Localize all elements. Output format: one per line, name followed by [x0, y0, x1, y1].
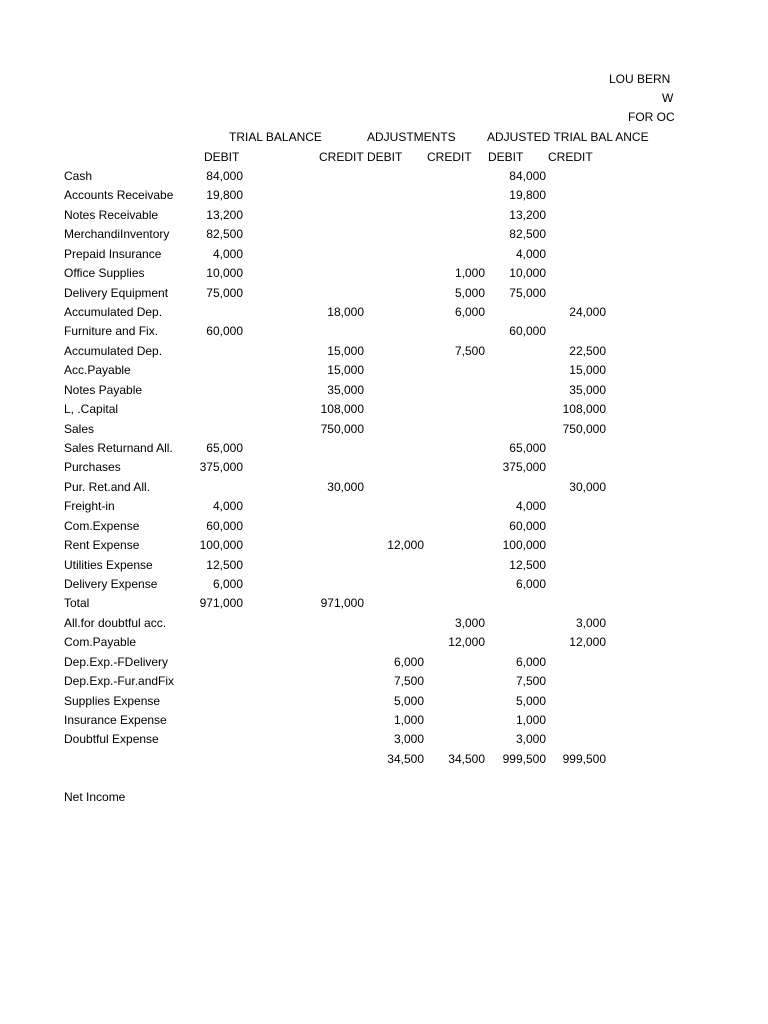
cell-tb-debit: 60,000: [206, 519, 243, 533]
cell-atb-debit: 4,000: [515, 499, 546, 513]
cell-adj-credit: 6,000: [454, 305, 485, 319]
account-name: Delivery Expense: [64, 577, 158, 591]
cell-atb-debit: 10,000: [509, 266, 546, 280]
account-name: Accumulated Dep.: [64, 344, 163, 358]
cell-adj-credit: 34,500: [448, 752, 485, 766]
account-name: Utilities Expense: [64, 558, 153, 572]
cell-tb-debit: 82,500: [206, 227, 243, 241]
account-name: Dep.Exp.-Fur.andFix: [64, 674, 175, 688]
cell-atb-debit: 84,000: [509, 169, 546, 183]
account-name: Pur. Ret.and All.: [64, 480, 151, 494]
account-name: Supplies Expense: [64, 694, 161, 708]
cell-atb-credit: 12,000: [569, 635, 606, 649]
account-name: Delivery Equipment: [64, 286, 169, 300]
cell-adj-credit: 12,000: [448, 635, 485, 649]
cell-tb-debit: 65,000: [206, 441, 243, 455]
account-name: Prepaid Insurance: [64, 247, 162, 261]
cell-tb-debit: 375,000: [199, 460, 243, 474]
sub-label-atb-credit: CREDIT: [548, 150, 593, 164]
cell-atb-credit: 30,000: [569, 480, 606, 494]
account-name: Freight-in: [64, 499, 115, 513]
group-label-trial-balance: TRIAL BALANCE: [229, 130, 322, 144]
account-name: MerchandiInventory: [64, 227, 170, 241]
cell-atb-credit: 750,000: [562, 422, 606, 436]
account-name: Dep.Exp.-FDelivery: [64, 655, 169, 669]
account-name: Sales: [64, 422, 95, 436]
account-name: Notes Payable: [64, 383, 143, 397]
account-name: Rent Expense: [64, 538, 140, 552]
cell-atb-debit: 75,000: [509, 286, 546, 300]
cell-tb-debit: 971,000: [199, 596, 243, 610]
cell-atb-debit: 13,200: [509, 208, 546, 222]
cell-atb-credit: 24,000: [569, 305, 606, 319]
account-name: Purchases: [64, 460, 121, 474]
company-name: LOU BERN: [609, 72, 671, 86]
cell-tb-debit: 75,000: [206, 286, 243, 300]
cell-atb-debit: 999,500: [502, 752, 546, 766]
cell-adj-credit: 3,000: [454, 616, 485, 630]
cell-atb-debit: 3,000: [515, 732, 546, 746]
cell-atb-debit: 12,500: [509, 558, 546, 572]
account-name: Accumulated Dep.: [64, 305, 163, 319]
cell-atb-credit: 999,500: [562, 752, 606, 766]
cell-adj-debit: 7,500: [393, 674, 424, 688]
account-name: Cash: [64, 169, 93, 183]
group-label-adjusted-trial-balance: ADJUSTED TRIAL BAL ANCE: [487, 130, 649, 144]
account-name: All.for doubtful acc.: [64, 616, 167, 630]
account-name: L, .Capital: [64, 402, 119, 416]
cell-tb-debit: 4,000: [212, 499, 243, 513]
cell-tb-debit: 12,500: [206, 558, 243, 572]
cell-tb-debit: 6,000: [212, 577, 243, 591]
cell-atb-debit: 19,800: [509, 188, 546, 202]
sub-label-tb-debit: DEBIT: [204, 150, 240, 164]
account-name: Office Supplies: [64, 266, 145, 280]
cell-atb-debit: 5,000: [515, 694, 546, 708]
sub-label-adj-debit: DEBIT: [367, 150, 403, 164]
account-name: Accounts Receivabe: [64, 188, 174, 202]
cell-atb-credit: 3,000: [575, 616, 606, 630]
group-label-adjustments: ADJUSTMENTS: [367, 130, 456, 144]
cell-adj-credit: 5,000: [454, 286, 485, 300]
cell-atb-credit: 108,000: [562, 402, 606, 416]
cell-atb-credit: 22,500: [569, 344, 606, 358]
cell-adj-debit: 12,000: [387, 538, 424, 552]
cell-adj-credit: 7,500: [454, 344, 485, 358]
cell-tb-credit: 18,000: [327, 305, 364, 319]
cell-tb-debit: 19,800: [206, 188, 243, 202]
cell-tb-debit: 60,000: [206, 324, 243, 338]
cell-tb-debit: 4,000: [212, 247, 243, 261]
cell-adj-debit: 6,000: [393, 655, 424, 669]
cell-tb-debit: 84,000: [206, 169, 243, 183]
cell-atb-credit: 15,000: [569, 363, 606, 377]
cell-tb-credit: 15,000: [327, 344, 364, 358]
cell-tb-debit: 100,000: [199, 538, 243, 552]
cell-atb-debit: 7,500: [515, 674, 546, 688]
cell-adj-debit: 34,500: [387, 752, 424, 766]
cell-tb-credit: 15,000: [327, 363, 364, 377]
account-name: Notes Receivable: [64, 208, 159, 222]
sub-label-tb-credit: CREDIT: [319, 150, 364, 164]
cell-adj-debit: 1,000: [393, 713, 424, 727]
net-income-label: Net Income: [64, 790, 126, 804]
account-name: Com.Payable: [64, 635, 137, 649]
cell-adj-debit: 5,000: [393, 694, 424, 708]
cell-atb-debit: 1,000: [515, 713, 546, 727]
cell-adj-debit: 3,000: [393, 732, 424, 746]
cell-atb-debit: 60,000: [509, 324, 546, 338]
worksheet-title: W: [662, 91, 674, 105]
account-name: Sales Returnand All.: [64, 441, 173, 455]
cell-tb-credit: 30,000: [327, 480, 364, 494]
sub-label-adj-credit: CREDIT: [427, 150, 472, 164]
cell-tb-debit: 10,000: [206, 266, 243, 280]
account-name: Doubtful Expense: [64, 732, 159, 746]
account-name: Acc.Payable: [64, 363, 131, 377]
account-name: Furniture and Fix.: [64, 324, 159, 338]
cell-atb-debit: 4,000: [515, 247, 546, 261]
cell-tb-credit: 108,000: [320, 402, 364, 416]
period-line: FOR OC: [628, 110, 675, 124]
cell-atb-debit: 6,000: [515, 577, 546, 591]
account-name: Insurance Expense: [64, 713, 167, 727]
cell-tb-debit: 13,200: [206, 208, 243, 222]
cell-atb-debit: 65,000: [509, 441, 546, 455]
account-name: Com.Expense: [64, 519, 140, 533]
cell-atb-debit: 60,000: [509, 519, 546, 533]
cell-atb-debit: 375,000: [502, 460, 546, 474]
cell-adj-credit: 1,000: [454, 266, 485, 280]
cell-atb-debit: 100,000: [502, 538, 546, 552]
cell-tb-credit: 971,000: [320, 596, 364, 610]
cell-atb-credit: 35,000: [569, 383, 606, 397]
cell-atb-debit: 6,000: [515, 655, 546, 669]
cell-atb-debit: 82,500: [509, 227, 546, 241]
cell-tb-credit: 750,000: [320, 422, 364, 436]
cell-tb-credit: 35,000: [327, 383, 364, 397]
sub-label-atb-debit: DEBIT: [488, 150, 524, 164]
account-name: Total: [64, 596, 90, 610]
